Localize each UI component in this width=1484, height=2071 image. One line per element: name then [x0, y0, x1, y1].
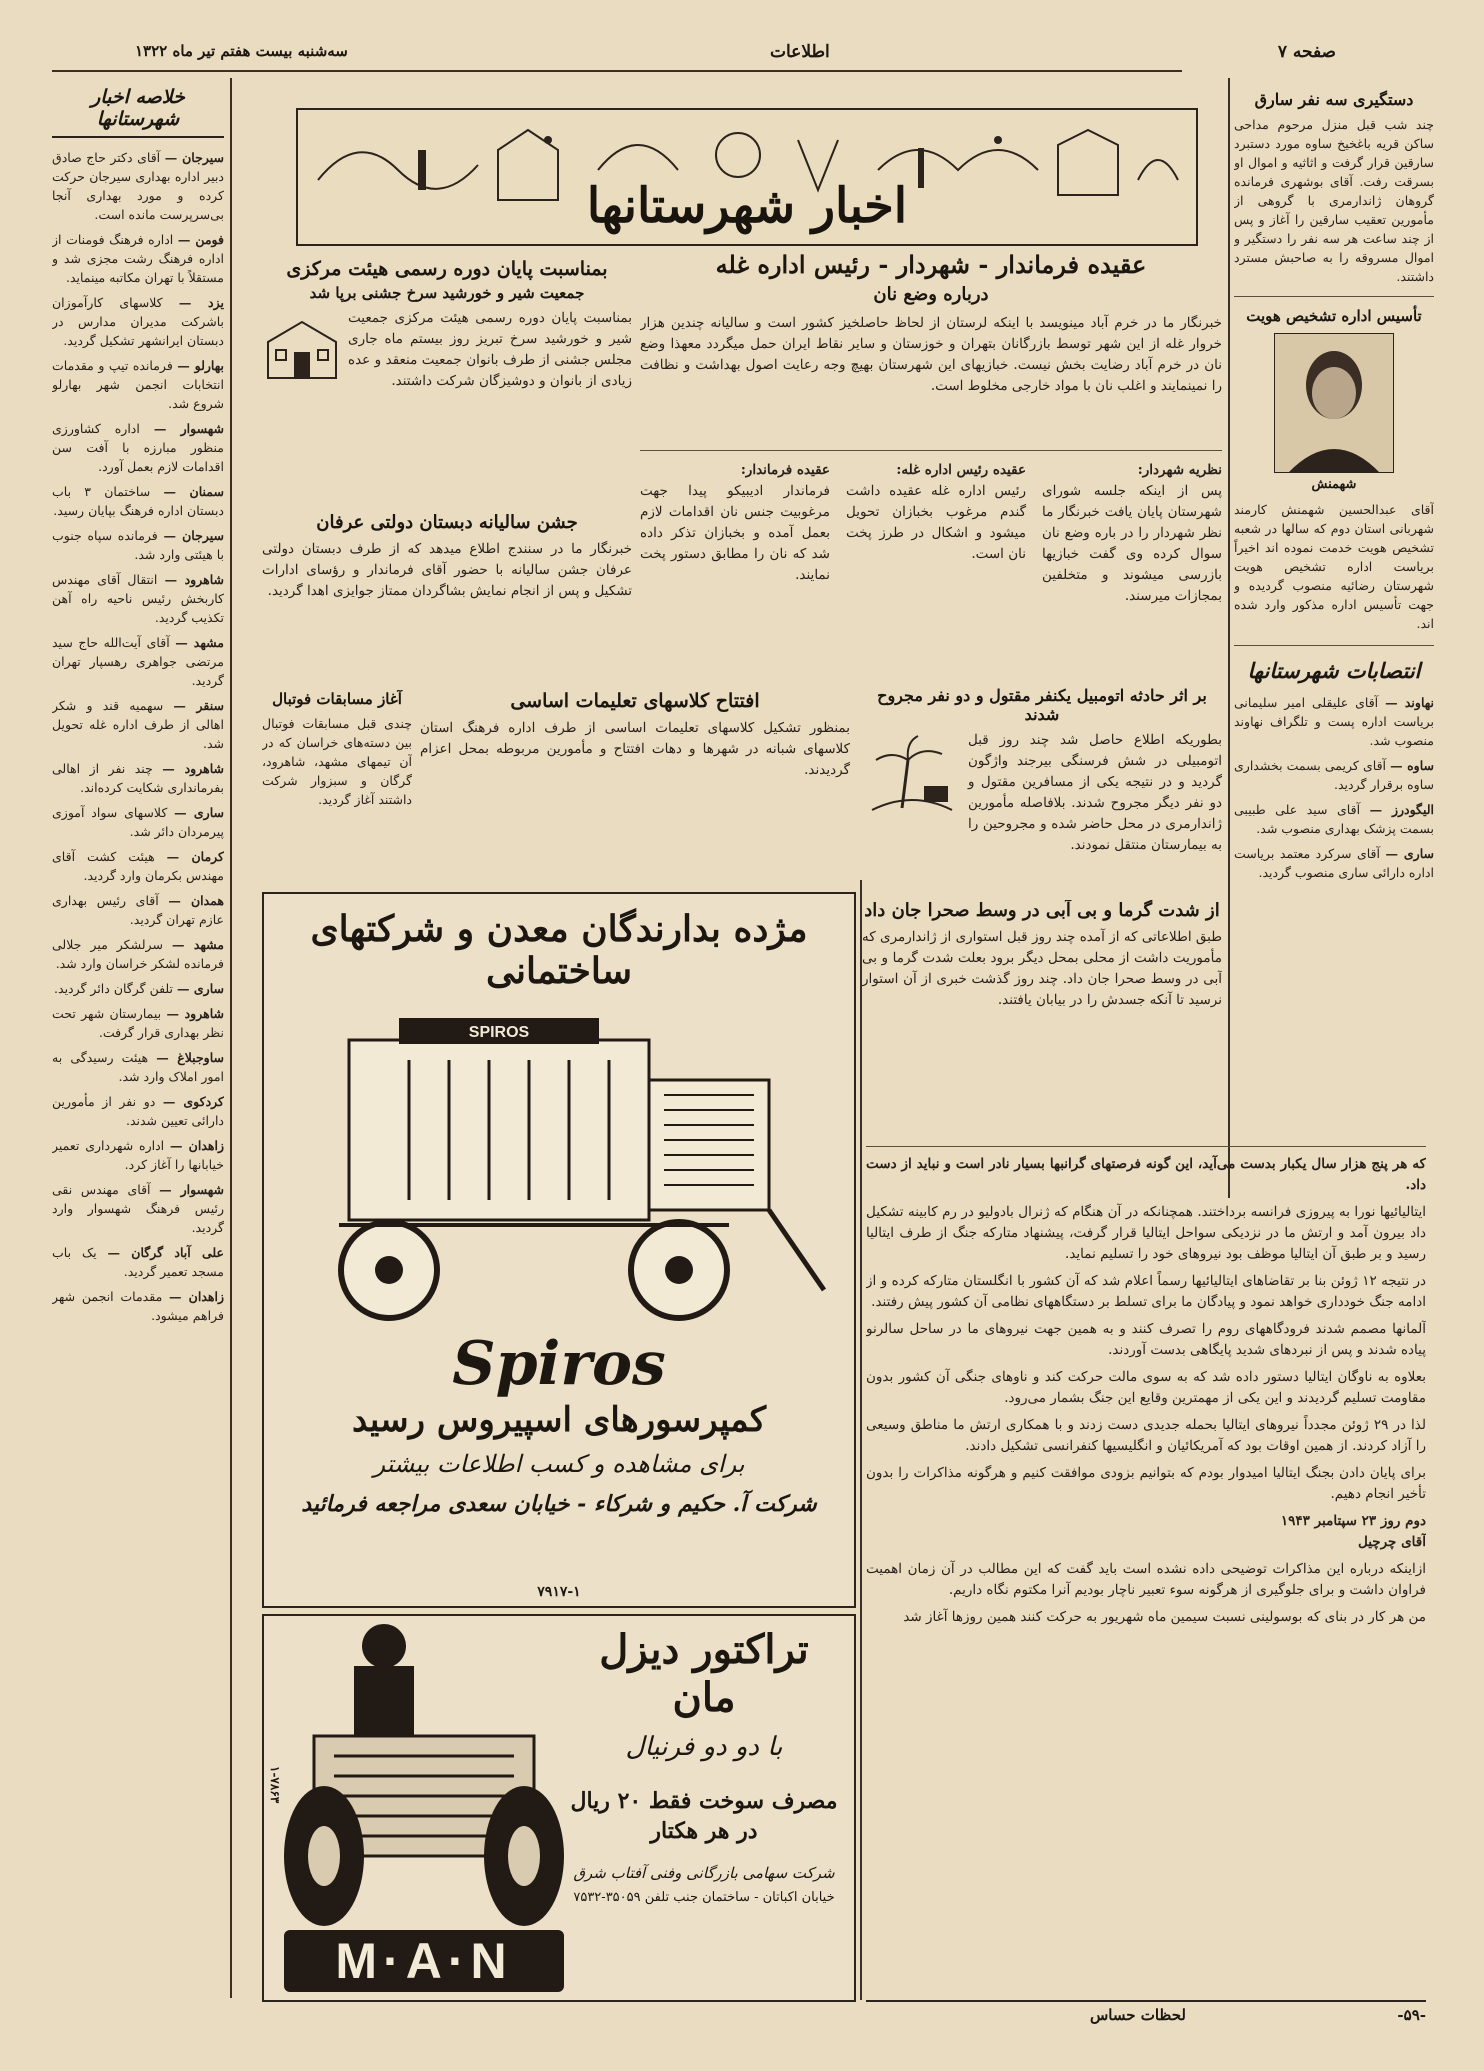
man-agent: شرکت سهامی بازرگانی وفنی آفتاب شرق — [573, 1864, 835, 1882]
man-text-block — [564, 1626, 844, 1986]
sidebar-news-item — [52, 935, 224, 973]
sub-c-title: نظریه شهردار: — [1137, 462, 1222, 478]
sidebar-news-item-lead: همدان — — [168, 893, 224, 908]
sidebar-news-item-lead: ساوجبلاغ — — [156, 1050, 224, 1065]
heat-headline: از شدت گرما و بی آبی در وسط صحرا جان داد — [864, 900, 1220, 921]
ad-spiros — [262, 892, 856, 1608]
portrait-photo — [1274, 333, 1394, 473]
sidebar-news-item — [52, 696, 224, 753]
sidebar-news-item-text: اداره کشاورزی منظور مبارزه با آفت سن اقدامات لازم بعمل آورد. — [52, 421, 224, 474]
sidebar-news-item-lead: مشهد — — [175, 635, 224, 650]
feature-paragraph: برای پایان دادن بجنگ ایتالیا امیدوار بودم که بتوانیم بزودی موافقت کنیم و هرگونه مذاکرات را بدون تأخیر انجام دهیم. — [866, 1465, 1426, 1502]
appointment-item-text: آقای علیقلی امیر سلیمانی بریاست اداره پست و تلگراف نهاوند منصوب شد. — [1234, 695, 1434, 748]
spiros-badge: SPIROS — [468, 1024, 530, 1041]
feature-title: لحظات حساس — [1089, 2006, 1186, 2024]
feature-sign-date: دوم روز ۲۳ سپتامبر ۱۹۴۳ — [1280, 1513, 1426, 1529]
sidebar-news-item-lead: ساری — — [177, 981, 224, 996]
sidebar-news-item — [52, 293, 224, 350]
story-governor — [640, 250, 1222, 610]
appointment-item-lead: الیگودرز — — [1369, 802, 1434, 817]
sidebar-news-item — [52, 759, 224, 797]
appointment-item — [1234, 756, 1434, 794]
ad-man — [262, 1614, 856, 2002]
bureau-headline: تأسیس اداره تشخیص هویت — [1246, 307, 1422, 325]
appointments-title: انتصابات شهرستانها — [1247, 658, 1421, 683]
sidebar-news-item-lead: یزد — — [178, 295, 224, 310]
sidebar-news-item — [52, 633, 224, 690]
celebration-headline: بمناسبت پایان دوره رسمی هیئت مرکزی — [286, 258, 608, 280]
governor-sub-a — [640, 460, 830, 586]
sidebar-news-item-lead: سیرجان — — [163, 528, 224, 543]
man-subhead: با دو دو فرنیال — [625, 1732, 783, 1762]
sidebar-news-item-text: کلاسهای کارآموزان باشرکت مدیران مدارس در دبستان ایرانشهر تشکیل گردید. — [52, 295, 224, 348]
story-celebration — [262, 258, 632, 508]
man-headline: تراکتور دیزل مان — [599, 1626, 809, 1721]
sidebar-news-item-lead: شاهرود — — [162, 761, 224, 776]
sidebar-news-item-text: سهمیه قند و شکر اهالی از طرف اداره غله تحویل شد. — [52, 698, 224, 751]
appointment-item-lead: نهاوند — — [1385, 695, 1434, 710]
football-body: چندی قبل مسابقات فوتبال بین دسته‌های خراسان که در آن تیمهای مشهد، شاهرود، گرگان و سبزوار شرکت داشتند آغاز گردید. — [262, 716, 412, 807]
accident-body: بطوریکه اطلاع حاصل شد چند روز قبل اتومبیلی در شش فرسنگی بیرجند واژگون گردید و در نتیجه یکی از مسافرین مقتول و دو نفر دیگر مجروح شدند. بلافاصله مأمورین ژاندارمری در محل حاضر شده و مجروحین را به بیمارستان منتقل نمودند. — [968, 732, 1222, 853]
appointments-list — [1234, 693, 1434, 882]
appointment-item — [1234, 800, 1434, 838]
classes-body: بمنظور تشکیل کلاسهای تعلیمات اساسی از طرف اداره فرهنگ استان کلاسهای شبانه در شهرها و دهات افتتاح و مأمورین مربوطه بمحل اعزام گردیدند. — [420, 720, 850, 778]
school-headline: جشن سالیانه دبستان دولتی عرفان — [316, 512, 578, 533]
spiros-company: شرکت آ. حکیم و شرکاء - خیابان سعدی مراجعه فرمائید — [301, 1491, 817, 1517]
appointment-item-text: آقای سید علی طبیبی بسمت پزشک بهداری منصوب شد. — [1234, 802, 1434, 836]
photo-caption: شهمنش — [1311, 477, 1357, 492]
sidebar-news-item-lead: فومن — — [177, 232, 224, 247]
sidebar-news-item — [52, 526, 224, 564]
spiros-info: برای مشاهده و کسب اطلاعات بیشتر — [373, 1450, 745, 1478]
sidebar-news-item-text: سرلشکر میر جلالی فرمانده لشکر خراسان وارد شد. — [52, 937, 224, 971]
story-accident — [862, 686, 1222, 886]
story-heat — [862, 900, 1222, 1140]
spiros-product: کمپرسورهای اسپیروس رسید — [351, 1400, 767, 1440]
feature-sign-name: آقای چرچیل — [1357, 1534, 1426, 1550]
man-address: خیابان اکباتان - ساختمان جنب تلفن ۳۵۰۵۹-۷۵۳۲ — [573, 1890, 835, 1905]
appointment-item-text: آقای سرکرد معتمد بریاست اداره دارائی ساری منصوب گردید. — [1234, 846, 1434, 880]
governor-sub-c — [1042, 460, 1222, 607]
sidebar-news-item — [52, 570, 224, 627]
accident-headline: بر اثر حادثه اتومبیل یکنفر مقتول و دو نفر مجروح شدند — [877, 686, 1207, 724]
feature-paragraphs — [866, 1202, 1426, 1505]
feature-paragraph: ایتالیائیها نورا به پیروزی فرانسه برداختند. همچنانکه در آن هنگام که ژنرال بادولیو در رم کابینه تشکیل داد بیرون آمد و ارتش ما در نزدیکی سواحل ایتالیا قرار گرفت، پیشنهاد متارکه جنگ از طرف ایتالیا رسید و بر طبق آن ایتالیا موظف بود نیروهای خود را تسلیم نماید. — [866, 1204, 1426, 1262]
story-school — [262, 512, 632, 672]
feature-paragraph: لذا در ۲۹ ژوئن مجدداً نیروهای ایتالیا بحمله جدیدی دست زدند و با همکاری ارتش ما مناطق وسیعی را آزاد کردند. از همین اوقات بود که آمریکائیان و انگلیسیها کنفرانسی تشکیل دادند. — [866, 1417, 1426, 1454]
sidebar-news-item-text: بیمارستان شهر تحت نظر بهداری قرار گرفت. — [52, 1006, 224, 1040]
spiros-ref: ۷۹۱۷-۱ — [537, 1584, 581, 1600]
classes-headline: افتتاح کلاسهای تعلیمات اساسی — [510, 690, 760, 712]
sidebar-news-item — [52, 1136, 224, 1174]
appointment-item — [1234, 693, 1434, 750]
sidebar-news-item — [52, 230, 224, 287]
sidebar-news-item — [52, 803, 224, 841]
spiros-logo: Spiros — [452, 1329, 666, 1399]
arrest-body: چند شب قبل منزل مرحوم مداحی ساکن قریه باغخیخ ساوه مورد دستبرد سارقین قرار گرفت و اثاثیه و اموال او بسرقت رفت. آقای بوشهری فرمانده گروهان ژاندارمری با گروهی از مأمورین تعقیب سارقین را آغاز و پس از چند ساعت هر سه نفر را دستگیر و اموال مسروقه را به صاحبش مسترد داشتند. — [1234, 117, 1434, 284]
palm-illustration — [862, 730, 962, 820]
page-label: صفحه ۷ — [1277, 42, 1336, 62]
sidebar-news-item-text: ساختمان ۳ باب دبستان اداره فرهنگ بپایان رسید. — [52, 484, 224, 518]
sub-c-body: پس از اینکه جلسه شورای شهرستان پایان یافت خبرنگار ما نظر شهردار را در باره وضع نان سوال کرده وی گفت خبازیها بازرسی میشوند و متخلفین بمجازات میرسند. — [1042, 483, 1222, 604]
sidebar-news-item-lead: شاهرود — — [164, 572, 224, 587]
sidebar-news-item — [52, 1092, 224, 1130]
story-football — [262, 690, 412, 880]
man-fuel: مصرف سوخت فقط ۲۰ ریال — [570, 1788, 838, 1814]
sidebar-news-item-text: آقای آیت‌الله حاج سید مرتضی جواهری رهسپار تهران گردید. — [52, 635, 224, 688]
sidebar-news-item — [52, 1287, 224, 1325]
sidebar-news-item — [52, 1004, 224, 1042]
sidebar-news-item-lead: شهسوار — — [153, 421, 224, 436]
sidebar-news-item-lead: کرمان — — [166, 849, 224, 864]
governor-headline: عقیده فرماندار - شهردار - رئیس اداره غله — [715, 250, 1147, 279]
celebration-subhead: جمعیت شیر و خورشید سرخ جشنی برپا شد — [309, 284, 585, 302]
sidebar-news-item-lead: مشهد — — [171, 937, 224, 952]
sidebar-news-item — [52, 1243, 224, 1281]
governor-sub-b — [846, 460, 1026, 565]
man-fuel2: در هر هکتار — [650, 1818, 758, 1844]
sidebar-news-item-text: اداره فرهنگ فومنات از اداره فرهنگ رشت مجزی شد و مستقلاً با تهران مکاتبه مینماید. — [52, 232, 224, 285]
sidebar-news-item-lead: سیرجان — — [164, 150, 224, 165]
governor-subhead: درباره وضع نان — [873, 284, 989, 305]
sub-b-title: عقیده رئیس اداره غله: — [896, 462, 1026, 478]
sidebar-list — [52, 148, 224, 1325]
rule-left — [230, 78, 232, 1998]
sidebar-news-item-lead: کردکوی — — [162, 1094, 224, 1109]
sub-a-body: فرماندار ادیبیکو پیدا جهت مرغوبیت جنس نان اقدامات لازم بعمل آمده و بخبازان تذکر داده شد که نان را مطابق دستور پخت نمایند. — [640, 483, 830, 583]
paper-name: اطلاعات — [770, 42, 830, 62]
sidebar-news-item-text: تلفن گرگان دائر گردید. — [54, 981, 174, 996]
feature-intro: که هر پنج هزار سال یکبار بدست می‌آید، این گونه فرصتهای گرانبها بسیار نادر است و نباید از دست داد. — [866, 1156, 1426, 1193]
right-divider-2 — [1234, 645, 1434, 646]
feature-paragraph: بعلاوه به ناوگان ایتالیا دستور داده شد که به سوی مالت حرکت کند و ناوهای جنگی آن کشور بدون مقاومت تسلیم گردیدند و این یکی از مهمترین وقایع این جنگ بشمار می‌رود. — [866, 1369, 1426, 1406]
heat-body: طبق اطلاعاتی که از آمده چند روز قبل استواری از ژاندارمری که مأموریت داشت از محلی بمحل دیگر برود بعلت شدت گرما و بی آبی در وسط صحرا جان داد. چند روز گذشت خبری از آن استوار نرسید تا آنکه جسدش را در بیابان یافتند. — [862, 929, 1222, 1008]
sidebar-news-item-text: آقای رئیس بهداری عازم تهران گردید. — [52, 893, 224, 927]
man-side-no: ۱-۷۸۶۳ — [268, 1766, 282, 1804]
sidebar-news-item-text: چند نفر از اهالی بفرمانداری شکایت کرده‌اند. — [52, 761, 224, 795]
sidebar-news-item-lead: زاهدان — — [169, 1289, 224, 1304]
football-headline: آغاز مسابقات فوتبال — [272, 690, 402, 708]
sub-b-body: رئیس اداره غله عقیده داشت گندم مرغوب بخبازان تحویل میشود و اشکال در طرز پخت نان است. — [846, 483, 1026, 562]
sidebar-news-item — [52, 1180, 224, 1237]
sidebar-news-item — [52, 1048, 224, 1086]
banner-title: اخبار شهرستانها — [586, 178, 908, 234]
sidebar-news-item — [52, 482, 224, 520]
arrest-headline: دستگیری سه نفر سارق — [1254, 90, 1414, 109]
sidebar-news-item-text: کلاسهای سواد آموزی پیرمردان دائر شد. — [52, 805, 224, 839]
sidebar-news-item-lead: سمنان — — [163, 484, 224, 499]
sidebar-news-item-text: انتقال آقای مهندس کاربخش رئیس ناحیه راه آهن تکذیب گردید. — [52, 572, 224, 625]
sidebar-news-item-text: هیئت رسیدگی به امور املاک وارد شد. — [52, 1050, 224, 1084]
sidebar-news-item-text: آقای مهندس نقی رئیس فرهنگ شهسوار وارد گردید. — [52, 1182, 224, 1235]
appointment-item — [1234, 844, 1434, 882]
sidebar-news-item — [52, 979, 224, 998]
sidebar-news-item-lead: زاهدان — — [169, 1138, 224, 1153]
sidebar-news-item-text: مقدمات انجمن شهر فراهم میشود. — [52, 1289, 224, 1323]
sidebar-news-item-lead: شهسوار — — [159, 1182, 224, 1197]
story-classes — [420, 690, 850, 880]
sidebar-news-item-text: دو نفر از مأمورین دارائی تعیین شدند. — [52, 1094, 224, 1128]
sidebar-left — [52, 78, 224, 1998]
sidebar-news-item-text: یک باب مسجد تعمیر گردید. — [52, 1245, 224, 1279]
governor-rule — [640, 450, 1222, 451]
sidebar-news-item — [52, 891, 224, 929]
feature-closing: ازاینکه درباره این مذاکرات توضیحی داده نشده است باید گفت که این مطالب در آن زمان اهمیت فراوان داشت و برای جلوگیری از هرگونه سوء تعبیر ناچار بودیم آنرا مکتوم نگاه داریم. — [866, 1561, 1426, 1598]
sidebar-news-item-text: آقای دکتر حاج صادق دبیر اداره بهداری سیرجان حرکت کرده و مورد بهداری آنجا بی‌سرپرست مانده است. — [52, 150, 224, 222]
right-column — [1234, 90, 1434, 1200]
appointment-item-text: آقای کریمی بسمت بخشداری ساوه برقرار گردید. — [1234, 758, 1434, 792]
sidebar-news-item — [52, 148, 224, 224]
date-line: سه‌شنبه بیست هفتم تیر ماه ۱۳۲۲ — [135, 42, 348, 60]
compressor-illustration — [279, 1000, 839, 1330]
sidebar-news-item-lead: ساری — — [174, 805, 224, 820]
right-divider-1 — [1234, 296, 1434, 297]
sidebar-news-item-text: فرمانده تیپ و مقدمات انتخابات انجمن شهر بهارلو شروع شد. — [52, 358, 224, 411]
bureau-body: آقای عبدالحسین شهمنش کارمند شهربانی استان دوم که سالها در شعبه تشخیص هویت خدمت نموده اند اخیراً بریاست اداره تشخیص هویت شهرستان رضائیه منصوب گردیده و جهت تأسیس اداره مذکور وارد شده اند. — [1234, 502, 1434, 631]
governor-body: خبرنگار ما در خرم آباد مینویسد با اینکه لرستان از لحاظ حاصلخیز کشور است و سالیانه چندین هزار خروار غله از این شهر توسط بازرگانان بتهران و خوزستان و سایر نقاط ایران حمل میگردد معهذا وضع نان در خرم آباد رضایت بخش نیست. خبازیهای این شهرستان بهیچ وجه رعایت اصول بهداشت و نظافت را نمینمایند و اغلب نان با مواد خارجی مخلوط است. — [640, 315, 1222, 394]
feature-article — [866, 1146, 1426, 1996]
sidebar-news-item — [52, 356, 224, 413]
page-header — [0, 0, 1484, 78]
header-rule — [52, 70, 1182, 72]
sidebar-news-item — [52, 419, 224, 476]
rule-right — [1228, 78, 1230, 1198]
sidebar-news-item — [52, 847, 224, 885]
spiros-headline: مژده بدارندگان معدن و شرکتهای ساختمانی — [310, 908, 808, 992]
sidebar-news-item-lead: سنقر — — [173, 698, 224, 713]
banner — [296, 108, 1198, 246]
feature-paragraph: آلمانها مصمم شدند فرودگاههای روم را تصرف کنند و به همین جهت نیروهای ما در ساحل سالرنو پیاده شدند و پس از نبردهای شدید پایگاهی بدست آوردند. — [866, 1321, 1426, 1358]
school-body: خبرنگار ما در سنندج اطلاع میدهد که از طرف دبستان دولتی عرفان جشن سالیانه با حضور آقای فرماندار و رؤسای ادارات تشکیل و پس از انجام نمایش بشاگردان ممتاز جوایزی اهدا گردید. — [262, 541, 632, 599]
feature-paragraph: در نتیجه ۱۲ ژوئن بنا بر تقاضاهای ایتالیائیها رسماً اعلام شد که آن کشور با انگلستان متارکه کرده و از ادامه جنگ خودداری خواهد نمود و پیادگان ما برای تسلط بر دستگاههای نظامی آن کشور پیش رفتند. — [866, 1273, 1426, 1310]
feature-footer — [866, 2000, 1426, 2032]
sidebar-news-item-lead: علی آباد گرگان — — [107, 1245, 224, 1260]
sidebar-title: خلاصه اخبار شهرستانها — [52, 78, 224, 138]
building-illustration — [262, 308, 342, 388]
sidebar-news-item-text: فرمانده سپاه جنوب با هیئتی وارد شد. — [52, 528, 224, 562]
feature-installment: -۵۹- — [1397, 2006, 1426, 2024]
appointment-item-lead: ساری — — [1385, 846, 1434, 861]
celebration-body: بمناسبت پایان دوره رسمی هیئت مرکزی جمعیت شیر و خورشید سرخ تبریز روز بیستم ماه جاری مجلس جشنی از طرف بانوان جمعیت منعقد و عده زیادی از بانوان و دوشیزگان شرکت داشتند. — [348, 310, 632, 389]
sub-a-title: عقیده فرماندار: — [740, 462, 830, 478]
sidebar-news-item-lead: بهارلو — — [177, 358, 224, 373]
sidebar-news-item-text: هیئت کشت آقای مهندس بکرمان وارد گردید. — [52, 849, 224, 883]
sidebar-news-item-text: اداره شهرداری تعمیر خیابانها را آغاز کرد. — [52, 1138, 224, 1172]
appointment-item-lead: ساوه — — [1390, 758, 1434, 773]
feature-top-rule — [866, 1146, 1426, 1147]
sidebar-news-item-lead: شاهرود — — [166, 1006, 224, 1021]
feature-continued: من هر کار در بنای که بوسولینی نسبت سیمین ماه شهریور به حرکت کنند همین روزها آغاز شد — [903, 1609, 1426, 1625]
man-logo: M·A·N — [284, 1930, 564, 1992]
